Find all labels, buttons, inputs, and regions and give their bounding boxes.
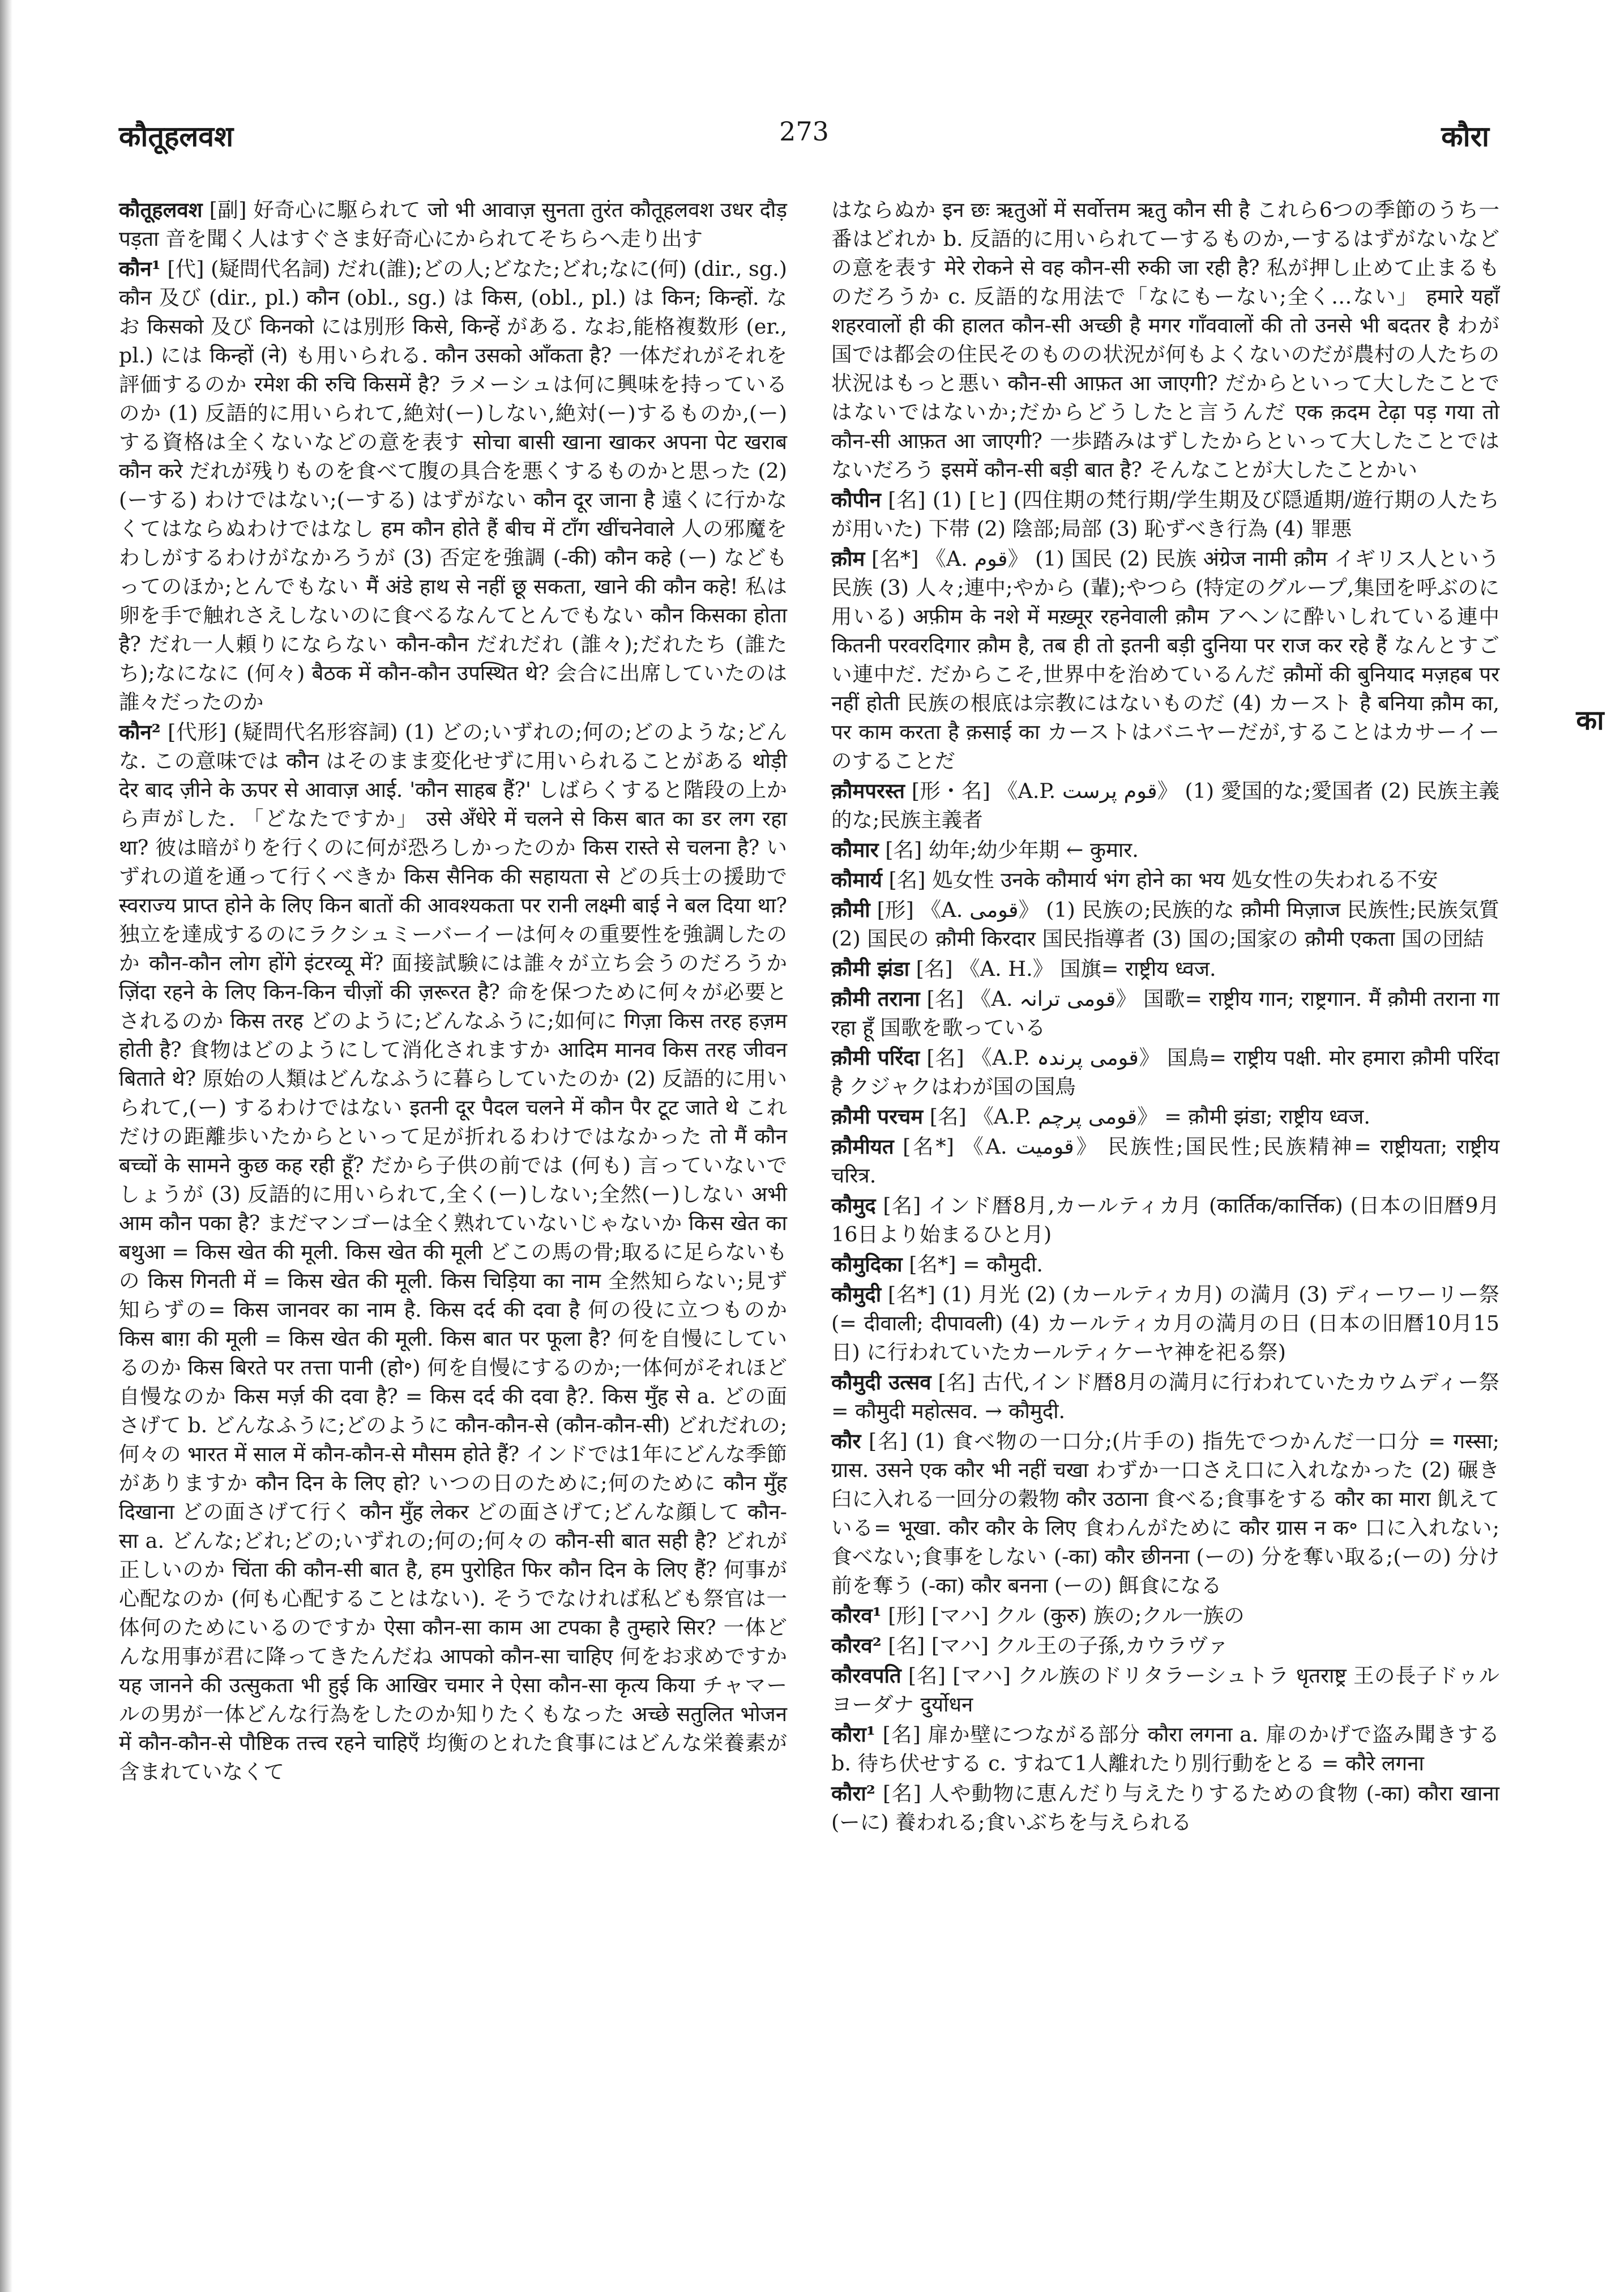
dictionary-entry: [831, 1427, 1499, 1600]
entry-headword: कौतूहलवश: [119, 198, 203, 222]
dictionary-entry: [831, 1132, 1499, 1190]
entry-definition: [形] 《A. قومی》 (1) 民族の;民族的な क़ौमी मिज़ाज 民族性;民族気質 (2) 国民の क़ौमी किरदार 国民指導者 (3) 国の;国家の क़ौमी एकता 国の団結: [831, 898, 1500, 951]
dictionary-entry: [831, 1250, 1499, 1279]
entry-headword: कौमुद: [831, 1193, 876, 1218]
entry-definition: [名] 《A.P. قومی پرچم》 = क़ौमी झंडा; राष्ट्रीय ध्वज.: [923, 1104, 1370, 1129]
entry-definition: [名] 人や動物に恵んだり与えたりするための食物 (-का) कौरा खाना (ーに) 養われる;食いぶちを与えられる: [831, 1781, 1499, 1834]
entry-definition: [名] 《A.P. قومی پرندہ》 国鳥= राष्ट्रीय पक्षी. मोर हमारा क़ौमी परिंदा है クジャクはわが国の国鳥: [831, 1045, 1499, 1099]
entry-definition: [名*] 《A. قوم》 (1) 国民 (2) 民族 अंग्रेज नामी क़ौम イギリス人という民族 (3) 人々;連中;やから (輩);やつら (特定のグループ,集団を呼ぶのに用いる) अफ़ीम के नशे में मख़्मूर रहनेवाली क़ौम アヘンに酔いしれている連中 कितनी परवरदिगार क़ौम है, तब ही तो इतनी बड़ी दुनिया पर राज कर रहे हैं なんとすごい連中だ. だからこそ,世界中を治めているんだ क़ौमों की बुनियाद मज़हब पर नहीं होती 民族の根底は宗教にはないものだ (4) カースト है बनिया क़ौम का, पर काम करता है क़साई का カーストはバニヤーだが,することはカサーイーのすることだ: [831, 547, 1500, 773]
entry-headword: कौमुदी: [831, 1282, 882, 1307]
entry-definition: [形] [マハ] クル (कुरु) 族の;クル一族の: [881, 1603, 1245, 1628]
entry-definition: [代] (疑問代名詞) だれ(誰);どの人;どなた;どれ;なに(何) (dir., sg.) कौन 及び (dir., pl.) कौन (obl., sg.) は किस, (obl., pl.) は किन; किन्हों. なお किसको 及び किनको には別形 किसे, किन्हें がある. なお,能格複数形 (er., pl.) には किन्हों (ने) も用いられる. कौन उसको आँकता है? 一体だれがそれを評価するのか रमेश की रुचि किसमें है? ラメーシュは何に興味を持っているのか (1) 反語的に用いられて,絶対(ー)しない,絶対(ー)するものか,(ー)する資格は全くないなどの意を表す सोचा बासी खाना खाकर अपना पेट खराब कौन करे だれが残りものを食べて腹の具合を悪くするものかと思った (2) (ーする) わけではない;(ーする) はずがない कौन दूर जाना है 遠くに行かなくてはならぬわけではなし हम कौन होते हैं बीच में टाँग खींचनेवाले 人の邪魔をわしがするわけがなかろうが (3) 否定を強調 (-की) कौन कहे (ー) などもってのほか;とんでもない मैं अंडे हाथ से नहीं छू सकता, खाने की कौन कहे! 私は卵を手で触れさえしないのに食べるなんてとんでもない कौन किसका होता है? だれ一人頼りにならない कौन-कौन だれだれ (誰々);だれたち (誰たち);なになに (何々) बैठक में कौन-कौन उपस्थित थे? 会合に出席していたのは誰々だったのか: [119, 257, 787, 714]
entry-definition: はならぬか इन छः ऋतुओं में सर्वोत्तम ऋतु कौन सी है これら6つの季節のうち一番はどれか b. 反語的に用いられてーするものか,ーするはずがないなどの意を表す मेरे रोकने से वह कौन-सी रुकी जा रही है? 私が押し止めて止まるものだろうか c. 反語的な用法で「なにもーない;全く…ない」 हमारे यहाँ शहरवालों ही की हालत कौन-सी अच्छी है मगर गाँववालों की तो उनसे भी बदतर है わが国では都会の住民そのものの状況が何もよくないのだが農村の人たちの状況はもっと悪い कौन-सी आफ़त आ जाएगी? だからといって大したことではないではないか;だからどうしたと言うんだ एक क़दम टेढ़ा पड़ गया तो कौन-सी आफ़त आ जाएगी? 一歩踏みはずしたからといって大したことではないだろう इसमें कौन-सी बड़ी बात है? そんなことが大したことかい: [831, 198, 1499, 482]
entry-headword: क़ौमी: [831, 898, 870, 922]
dictionary-entry: [831, 544, 1499, 775]
entry-definition: [名] 《A. H.》 国旗= राष्ट्रीय ध्वज.: [909, 957, 1216, 981]
entry-definition: [名] [マハ] クル王の子孫,カウラヴァ: [881, 1633, 1229, 1658]
entry-definition: [代形] (疑問代名形容詞) (1) どの;いずれの;何の;どのような;どんな. この意味では कौन はそのまま変化せずに用いられることがある थोड़ी देर बाद ज़ीने के ऊपर से आवाज़ आई. 'कौन साहब हैं?' しばらくすると階段の上から声がした. 「どなたですか」 उसे अँधेरे में चलने से किस बात का डर लग रहा था? 彼は暗がりを行くのに何が恐ろしかったのか किस रास्ते से चलना है? いずれの道を通って行くべきか किस सैनिक की सहायता से どの兵士の援助で स्वराज्य प्राप्त होने के लिए किन बातों की आवश्यकता पर रानी लक्ष्मी बाई ने बल दिया था? 独立を達成するのにラクシュミーバーイーは何々の重要性を強調したのか कौन-कौन लोग होंगे इंटरव्यू में? 面接試験には誰々が立ち会うのだろうか ज़िंदा रहने के लिए किन-किन चीज़ों की ज़रूरत है? 命を保つために何々が必要とされるのか किस तरह どのように;どんなふうに;如何に गिज़ा किस तरह हज़म होती है? 食物はどのようにして消化されますか आदिम मानव किस तरह जीवन बिताते थे? 原始の人類はどんなふうに暮らしていたのか (2) 反語的に用いられて,(ー) するわけではない इतनी दूर पैदल चलने में कौन पैर टूट जाते थे これだけの距離歩いたからといって足が折れるわけではなかった तो मैं कौन बच्चों के सामने कुछ कह रही हूँ? だから子供の前では (何も) 言っていないでしょうが (3) 反語的に用いられて,全く(ー)しない;全然(ー)しない अभी आम कौन पका है? まだマンゴーは全く熟れていないじゃないか किस खेत का बथुआ = किस खेत की मूली. किस खेत की मूली どこの馬の骨;取るに足らないもの किस गिनती में = किस खेत की मूली. किस चिड़िया का नाम 全然知らない;見ず知らずの= किस जानवर का नाम है. किस दर्द की दवा है 何の役に立つものか किस बाग़ की मूली = किस खेत की मूली. किस बात पर फूला है? 何を自慢にしているのか किस बिरते पर तत्ता पानी (हो॰) 何を自慢にするのか;一体何がそれほど自慢なのか किस मर्ज़ की दवा है? = किस दर्द की दवा है?. किस मुँह से a. どの面さげて b. どんなふうに;どのように कौन-कौन-से (कौन-कौन-सी) どれだれの;何々の भारत में साल में कौन-कौन-से मौसम होते हैं? インドでは1年にどんな季節がありますか कौन दिन के लिए हो? いつの日のために;何のために कौन मुँह दिखाना どの面さげて行く कौन मुँह लेकर どの面さげて;どんな顔して कौन-सा a. どんな;どれ;どの;いずれの;何の;何々の कौन-सी बात सही है? どれが正しいのか चिंता की कौन-सी बात है, हम पुरोहित फिर कौन दिन के लिए हैं? 何事が心配なのか (何も心配することはない). そうでなければ私ども祭官は一体何のためにいるのですか ऐसा कौन-सा काम आ टपका है तुम्हारे सिर? 一体どんな用事が君に降ってきたんだね आपको कौन-सा चाहिए 何をお求めですか यह जानने की उत्सुकता भी हुई कि आखिर चमार ने ऐसा कौन-सा कृत्य किया チャマールの男が一体どんな行為をしたのか知りたくもなった अच्छे सतुलित भोजन में कौन-कौन-से पौष्टिक तत्त्व रहने चाहिएँ 均衡のとれた食事にはどんな栄養素が含まれていなくて: [119, 720, 787, 1784]
entry-definition: [名*] = कौमुदी.: [902, 1252, 1044, 1277]
dictionary-entry: [831, 895, 1499, 953]
dictionary-entry: [119, 718, 787, 1786]
entry-headword: कौमुदिका: [831, 1252, 903, 1277]
dictionary-entry: [831, 1601, 1499, 1630]
entry-headword: कौरव¹: [831, 1603, 882, 1628]
dictionary-entry: [831, 835, 1499, 864]
entry-headword: क़ौमी परचम: [831, 1104, 924, 1129]
page-number: 273: [779, 116, 829, 147]
dictionary-entry: [119, 195, 787, 253]
dictionary-entry: [831, 1661, 1499, 1719]
entry-headword: कौन¹: [119, 257, 161, 281]
entry-headword: क़ौम: [831, 547, 865, 571]
dictionary-entry: [831, 865, 1499, 894]
entry-definition: [名] (1) [ヒ] (四住期の梵行期/学生期及び隠遁期/遊行期の人たちが用いた) 下帯 (2) 陰部;局部 (3) 恥ずべき行為 (4) 罪悪: [831, 488, 1499, 541]
entry-definition: [名] [マハ] クル族のドリタラーシュトラ धृतराष्ट्र 王の長子ドゥルヨーダナ दुर्योधन: [831, 1663, 1499, 1717]
entry-definition: [名*] 《A. قومیت》 民族性;国民性;民族精神= राष्ट्रीयता; राष्ट्रीय चरित्र.: [831, 1134, 1500, 1188]
dictionary-entry: [831, 1043, 1499, 1101]
entry-definition: [名] 処女性 उनके कौमार्य भंग होने का भय 処女性の失われる不安: [882, 868, 1438, 892]
entry-headword: कौर: [831, 1429, 861, 1453]
entry-headword: कौरा¹: [831, 1722, 875, 1747]
guide-word-right: कौरा: [1441, 119, 1489, 153]
entry-definition: [名] 扉か壁につながる部分 कौरा लगना a. 扉のかげで盗み聞きする b. 待ち伏せする c. すねて1人離れたり別行動をとる = कौरे लगना: [831, 1722, 1499, 1775]
entry-definition: [副] 好奇心に駆られて जो भी आवाज़ सुनता तुरंत कौतूहलवश उधर दौड़ पड़ता 音を聞く人はすぐさま好奇心にかられてそちらへ走り出す: [119, 198, 787, 251]
entry-definition: [形・名] 《A.P. قوم پرست》 (1) 愛国的な;愛国者 (2) 民族主義的な;民族主義者: [831, 779, 1499, 832]
dictionary-entry: [831, 1720, 1499, 1778]
entry-headword: क़ौमीयत: [831, 1134, 894, 1159]
entry-headword: कौमुदी उत्सव: [831, 1370, 931, 1394]
entry-headword: कौपीन: [831, 488, 881, 512]
dictionary-entry: [831, 1102, 1499, 1131]
dictionary-entry: [831, 1191, 1499, 1249]
dictionary-entry: [119, 254, 787, 716]
thumb-index-tab: का: [1576, 705, 1604, 736]
guide-word-left: कौतूहलवश: [119, 119, 234, 153]
entry-headword: क़ौमपरस्त: [831, 779, 905, 803]
entry-definition: [名] 古代,インド暦8月の満月に行われていたカウムディー祭= कौमुदी महोत्सव. → कौमुदी.: [831, 1370, 1499, 1423]
dictionary-entry: [831, 776, 1499, 834]
dictionary-entry: [831, 1280, 1499, 1367]
entry-headword: कौमार: [831, 838, 879, 862]
entry-headword: कौरा²: [831, 1781, 875, 1806]
entry-headword: क़ौमी तराना: [831, 987, 920, 1011]
dictionary-entry: [831, 485, 1499, 543]
entry-headword: कौरवपति: [831, 1663, 901, 1688]
page-header: [119, 116, 1489, 161]
entry-headword: कौरव²: [831, 1633, 882, 1658]
scan-binding-edge: [0, 0, 12, 2292]
entry-definition: [名] 《A. قومی ترانہ》 国歌= राष्ट्रीय गान; राष्ट्रगान. मैं क़ौमी तराना गा रहा हूँ 国歌を歌っている: [831, 987, 1500, 1040]
dictionary-entry-continuation: [831, 195, 1499, 484]
entry-headword: कौमार्य: [831, 868, 882, 892]
dictionary-entry: [831, 984, 1499, 1042]
dictionary-entry: [831, 954, 1499, 983]
entry-definition: [名*] (1) 月光 (2) (カールティカ月) の満月 (3) ディーワーリー祭 (= दीवाली; दीपावली) (4) カールティカ月の満月の日 (日本の旧暦10月15日) に行われていたカールティケーヤ神を祀る祭): [831, 1282, 1499, 1364]
dictionary-entry: [831, 1779, 1499, 1837]
entry-definition: [名] インド暦8月,カールティカ月 (कार्तिक/कार्त्तिक) (日本の旧暦9月16日より始まるひと月): [831, 1193, 1499, 1247]
entry-definition: [名] 幼年;幼少年期 ← कुमार.: [878, 838, 1139, 862]
dictionary-entry: [831, 1368, 1499, 1425]
entry-headword: क़ौमी परिंदा: [831, 1045, 920, 1070]
entry-definition: [名] (1) 食べ物の一口分;(片手の) 指先でつかんだ一口分 = गस्सा; ग्रास. उसने एक कौर भी नहीं चखा わずか一口さえ口に入れなかった (2) 碾き臼に入れる一回分の穀物 कौर उठाना 食べる;食事をする कौर का मारा 飢えている= भूखा. कौर कौर के लिए 食わんがために कौर ग्रास न क॰ 口に入れない;食べない;食事をしない (-का) कौर छीनना (ーの) 分を奪い取る;(ーの) 分け前を奪う (-का) कौर बनना (ーの) 餌食になる: [831, 1429, 1499, 1598]
entry-headword: कौन²: [119, 720, 161, 744]
entry-headword: क़ौमी झंडा: [831, 957, 910, 981]
dictionary-entry: [831, 1631, 1499, 1660]
left-column: [119, 195, 787, 1787]
right-column: [831, 195, 1499, 1838]
